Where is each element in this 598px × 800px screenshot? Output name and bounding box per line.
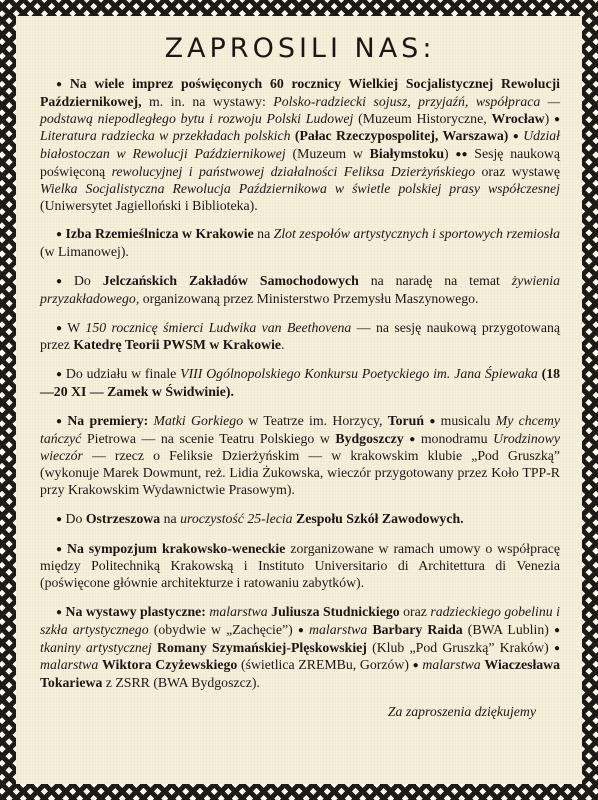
body-text: oraz — [399, 603, 431, 619]
body-text: na — [253, 226, 274, 242]
italic-text: uroczystość 25-lecia — [180, 510, 293, 526]
bullet-icon: ● — [429, 415, 436, 427]
body-text: Do — [65, 510, 86, 526]
body-text: oraz wystawę — [475, 163, 560, 179]
invitation-list — [40, 76, 560, 692]
italic-text: Polsko-radziecki sojusz, przyjaźń, współpraca — podstawą niepodległego bytu i rozwoju Polski Ludowej — [40, 93, 560, 126]
bullet-icon: ● — [56, 322, 63, 334]
bullet-icon: ● — [512, 131, 519, 143]
bullet-icon: ● — [56, 415, 63, 427]
italic-text: My chcemy tańczyć — [40, 412, 561, 446]
bullet-icon: ● — [297, 624, 304, 636]
italic-text: rewolucyjnej i państwowej działalności Feliksa Dzierżyńskiego — [111, 163, 476, 179]
body-text: m. in. na wystawy: — [141, 93, 274, 109]
bullet-icon: ● — [412, 660, 419, 672]
bullet-icon: ● — [553, 624, 560, 636]
body-text: (obydwie w „Zachęcie”) — [148, 621, 298, 637]
body-text: ) — [544, 110, 554, 126]
body-text: musicalu — [435, 412, 496, 428]
bold-text: Katedrę Teorii PWSM w Krakowie — [73, 337, 282, 353]
bold-text: Na premiery: — [67, 412, 149, 428]
italic-text: Udział białostoczan w Rewolucji Październikowej — [40, 128, 561, 162]
italic-text: Matki Gorkiego — [153, 412, 244, 428]
invitation-item — [40, 604, 560, 692]
italic-text: malarstwa — [209, 603, 268, 619]
bold-text: Izba Rzemieślnicza w Krakowie — [65, 226, 254, 242]
italic-text: Wielka Socjalistyczna Rewolucja Październikowa w świetle polskiej prasy współczesnej — [40, 180, 560, 196]
body-text: (Muzeum w — [285, 146, 370, 162]
invitation-item — [40, 273, 560, 308]
body-text: Do — [73, 272, 103, 288]
body-text: Do udziału w finale — [65, 366, 181, 382]
bold-text: Juliusza Studnickiego — [271, 603, 400, 619]
invitation-item — [40, 366, 560, 401]
bold-text: Romany Szymańskiej-Plęskowskiej — [156, 639, 367, 655]
invitation-item — [40, 320, 560, 355]
page-title: ZAPROSILI NAS: — [164, 33, 436, 64]
italic-text: żywienia przyzakładowego — [40, 272, 561, 306]
body-text: (Muzeum Historyczne, — [353, 110, 492, 126]
italic-text: malarstwa — [422, 657, 481, 673]
bullet-icon: ● — [56, 513, 63, 525]
closing-thanks: Za zaproszenia dziękujemy — [387, 703, 536, 719]
body-text: Pietrowa — na scenie Teatru Polskiego w — [81, 430, 336, 446]
body-text: na naradę na temat — [358, 272, 512, 288]
bold-text: Wrocław — [491, 110, 545, 126]
italic-text: tkaniny artystycznej — [40, 639, 152, 655]
bullet-icon: ● — [56, 606, 63, 618]
bold-text: Zespołu Szkół Zawodowych. — [296, 510, 464, 526]
bullet-icon: ● — [56, 543, 63, 555]
bold-text: Na wystawy plastyczne: — [65, 603, 206, 619]
italic-text: VIII Ogólnopolskiego Konkursu Poetyckiego im. Jana Śpiewaka — [180, 366, 538, 382]
bullet-icon: ● — [409, 433, 416, 445]
body-text: , organizowaną przez Ministerstwo Przemysłu Maszynowego. — [135, 290, 479, 306]
bullet-icon: ● — [56, 79, 63, 90]
bullet-icon: ● — [56, 275, 63, 287]
invitation-item — [40, 541, 560, 592]
bullet-icon: ● — [56, 369, 63, 381]
bullet-icon: ● — [461, 149, 468, 161]
invitation-item — [40, 76, 560, 214]
body-text: . — [281, 337, 285, 353]
body-text: z ZSRR (BWA Bydgoszcz). — [102, 675, 260, 691]
body-text: (Uniwersytet Jagielloński i Biblioteka). — [40, 197, 258, 213]
bold-text: (Pałac Rzeczypospolitej, Warszawa) — [294, 128, 509, 144]
body-text: ) — [444, 146, 456, 162]
italic-text: malarstwa — [40, 657, 99, 673]
body-text: — na sesję naukową przygotowaną przez — [40, 319, 561, 353]
bold-text: Toruń — [387, 412, 425, 428]
italic-text: radzieckiego gobelinu i szkła artystycznego — [40, 603, 560, 637]
body-text: (BWA Lublin) — [462, 621, 554, 637]
body-text: Sesję naukową poświęconą — [40, 146, 561, 179]
body-text: (świetlica ZREMBu, Gorzów) — [237, 657, 413, 673]
bold-text: Jelczańskich Zakładów Samochodowych — [102, 272, 359, 288]
body-text: W — [67, 319, 86, 335]
bold-text: Ostrzeszowa — [85, 510, 161, 526]
italic-text: malarstwa — [309, 621, 368, 637]
italic-text: 150 rocznicę śmierci Ludwika van Beethovena — [85, 319, 352, 335]
invitation-item — [40, 511, 560, 529]
bold-text: Białymstoku — [369, 146, 445, 162]
bold-text: Na sympozjum krakowsko-weneckie — [67, 540, 286, 556]
body-text: monodramu — [415, 430, 494, 446]
bold-text: Bydgoszczy — [335, 430, 404, 446]
invitation-item — [40, 226, 560, 261]
bold-text: Wiaczesława Tokariewa — [40, 657, 561, 691]
bullet-icon: ● — [553, 113, 561, 125]
bold-text: Wiktora Czyżewskiego — [102, 657, 238, 673]
bold-text: (18—20 XI — Zamek w Świdwinie). — [40, 366, 561, 399]
clipping-page — [16, 16, 582, 784]
invitation-item — [40, 413, 560, 499]
body-text: w Teatrze im. Horzycy, — [243, 412, 388, 428]
italic-text: Zlot zespołów artystycznych i sportowych rzemiosła — [273, 226, 560, 242]
body-text: (w Limanowej). — [40, 244, 129, 260]
bullet-icon: ● — [553, 642, 560, 654]
body-text: na — [160, 510, 181, 526]
bullet-icon: ● — [455, 149, 462, 161]
body-text: — rzecz o Feliksie Dzierżyńskim — w krakowskim klubie „Pod Gruszką” (wykonuje Marek Dowmunt, reż. Lidia Żukowska, wieczór przygotowany przez Koło TPP-R przy Krakowskim Wydawnictwie Prasowym). — [40, 448, 560, 497]
italic-text: Literatura radziecka w przekładach polskich — [40, 128, 291, 144]
body-text: zorganizowane w ramach umowy o współpracę między Politechniką Krakowską i Instituto Universitario di Architettura di Venezia (poświęcone głównie architekturze i ratowaniu zabytków). — [40, 540, 561, 591]
italic-text: Urodzinowy wieczór — [40, 430, 561, 464]
body-text: (Klub „Pod Gruszką” Kraków) — [366, 639, 554, 655]
bullet-icon: ● — [56, 229, 63, 241]
bold-text: Barbary Raida — [372, 621, 463, 637]
bold-text: Na wiele imprez poświęconych 60 rocznicy Wielkiej Socjalistycznej Rewolucji Październikowej, — [40, 76, 560, 109]
